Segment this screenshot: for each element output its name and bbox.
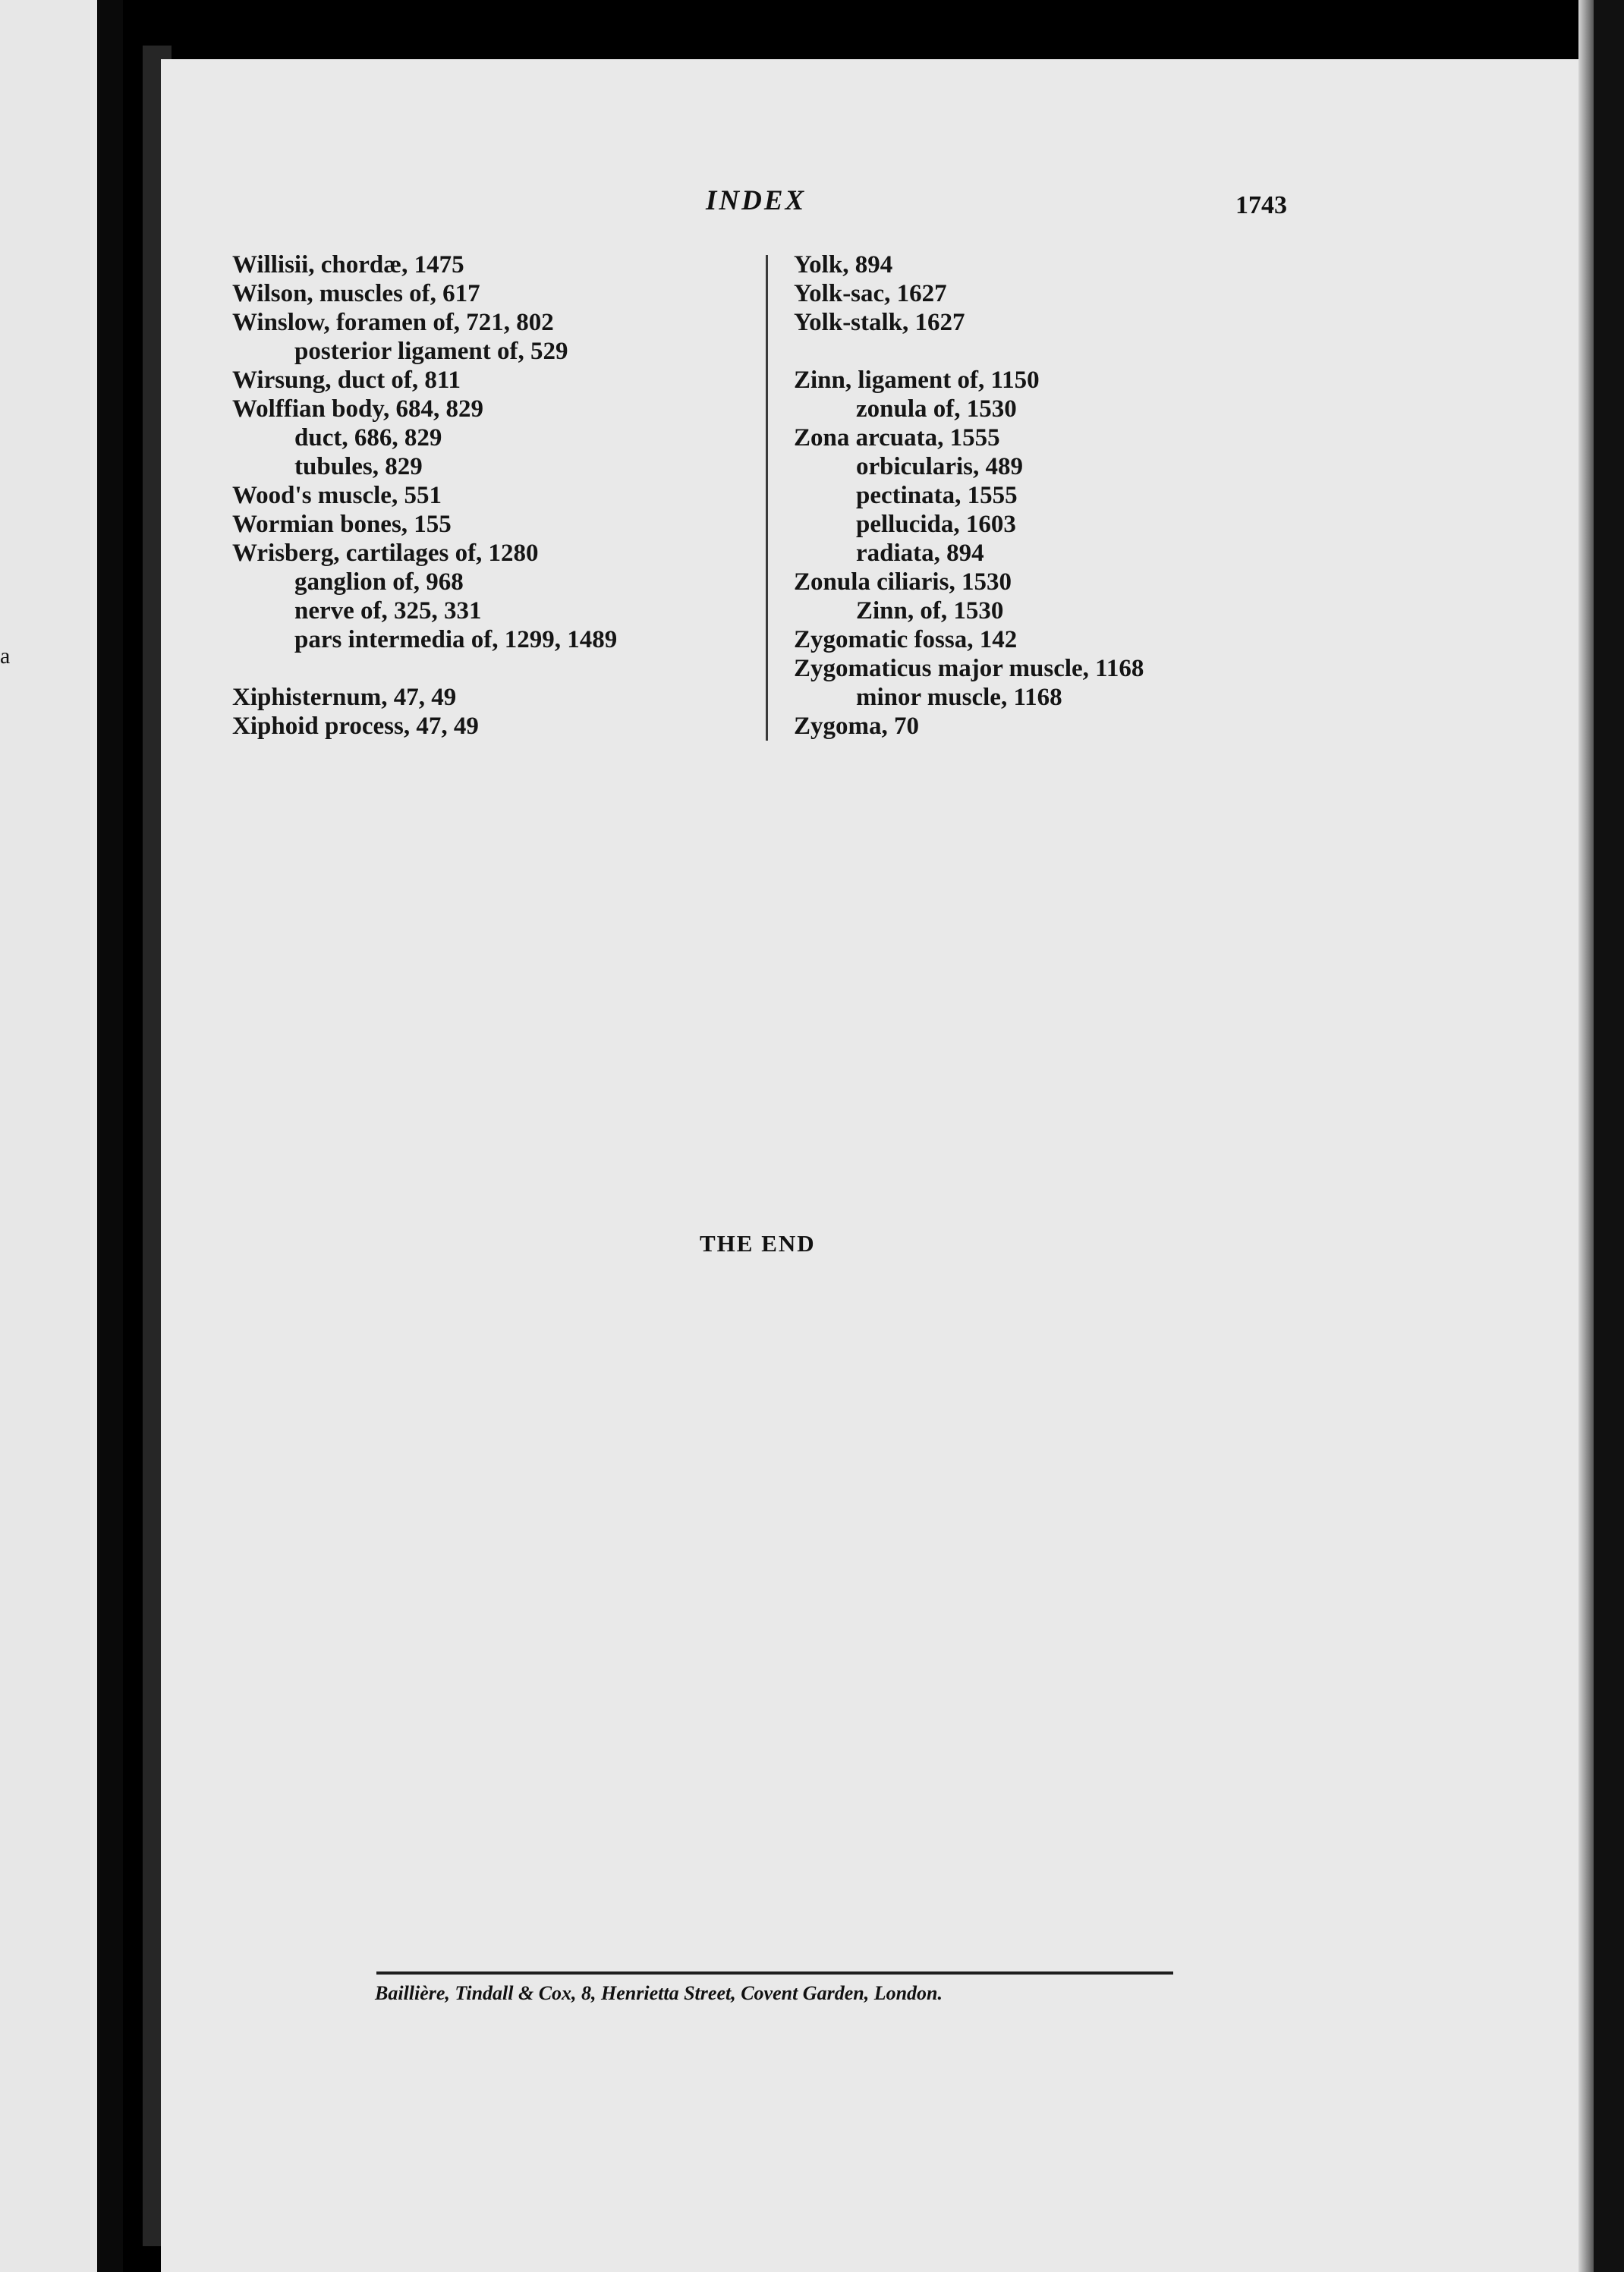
index-subentry: Zinn, of, 1530 [856,597,1004,625]
index-subentry: pars intermedia of, 1299, 1489 [294,626,618,653]
book-spine [97,0,123,2272]
index-subentry: tubules, 829 [294,453,423,480]
index-entry: Yolk-sac, 1627 [794,280,947,307]
right-scan-edge [1594,0,1624,2272]
index-column-right [794,250,1144,741]
index-entry: Wilson, muscles of, 617 [232,280,480,307]
index-entry: Wrisberg, cartilages of, 1280 [232,540,539,567]
index-subentry: duct, 686, 829 [294,424,442,452]
index-column-left [232,250,617,741]
imprint-rule [376,1971,1173,1975]
index-entry: Willisii, chordæ, 1475 [232,251,464,278]
index-subentry: nerve of, 325, 331 [294,597,482,625]
index-entry: Zygomaticus major muscle, 1168 [794,655,1144,682]
index-subentry: radiata, 894 [856,540,984,567]
index-entry: Xiphoid process, 47, 49 [232,713,479,740]
index-entry: Yolk-stalk, 1627 [794,309,965,336]
index-subentry: ganglion of, 968 [294,568,464,596]
index-spacer [794,337,1144,366]
index-entry: Wormian bones, 155 [232,511,452,538]
index-entry: Zygoma, 70 [794,713,919,740]
page-title: INDEX [706,185,807,216]
left-page-fragment: a [0,644,11,669]
index-entry: Wolffian body, 684, 829 [232,395,483,423]
index-entry: Wirsung, duct of, 811 [232,367,461,394]
the-end-label: THE END [700,1230,816,1257]
index-spacer [232,654,617,683]
column-divider [766,255,768,741]
index-entry: Wood's muscle, 551 [232,482,442,509]
index-entry: Xiphisternum, 47, 49 [232,684,457,711]
index-subentry: zonula of, 1530 [856,395,1017,423]
index-subentry: minor muscle, 1168 [856,684,1062,711]
index-subentry: orbicularis, 489 [856,453,1023,480]
index-subentry: pellucida, 1603 [856,511,1016,538]
index-entry: Zygomatic fossa, 142 [794,626,1018,653]
index-entry: Zonula ciliaris, 1530 [794,568,1012,596]
index-entry: Zona arcuata, 1555 [794,424,1000,452]
page-number: 1743 [1235,191,1287,219]
page-edge-shadow [1578,0,1595,2272]
index-entry: Winslow, foramen of, 721, 802 [232,309,554,336]
index-entry: Zinn, ligament of, 1150 [794,367,1040,394]
index-subentry: pectinata, 1555 [856,482,1018,509]
index-subentry: posterior ligament of, 529 [294,338,568,365]
publisher-imprint: Baillière, Tindall & Cox, 8, Henrietta Street, Covent Garden, London. [375,1982,943,2004]
index-entry: Yolk, 894 [794,251,893,278]
